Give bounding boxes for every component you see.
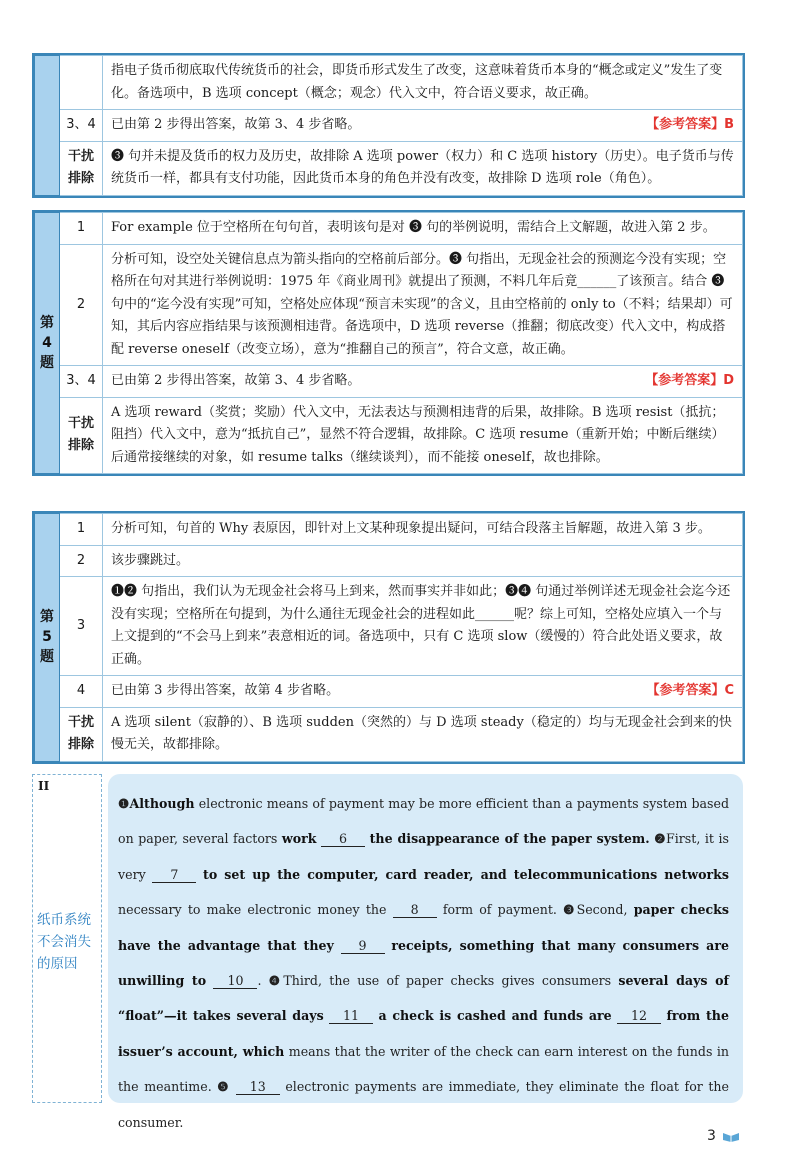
question-4-label: 第4题 (35, 213, 60, 474)
book-icon (722, 1130, 740, 1142)
analysis-row (35, 56, 743, 110)
step-number: 2 (60, 244, 103, 366)
blank-10[interactable]: 10 (213, 974, 257, 989)
question-3-continuation (32, 53, 745, 198)
step-number: 1 (60, 514, 103, 546)
step-text: 【参考答案】C 已由第 3 步得出答案，故第 4 步省略。 (103, 676, 743, 708)
distractor-text: ❸ 句并未提及货币的权力及历史，故排除 A 选项 power（权力）和 C 选项 history（历史）。电子货币与传统货币一样，都具有支付功能，因此货币本身的角色并没有改变，故排除 D 选项 role（角色）。 (103, 141, 743, 195)
sentence-marker: ❺ (217, 1079, 231, 1095)
step-text: For example 位于空格所在句句首，表明该句是对 ❸ 句的举例说明，需结合上文解题，故进入第 2 步。 (103, 213, 743, 245)
step-text: 分析可知，句首的 Why 表原因，即针对上文某种现象提出疑问，可结合段落主旨解题，故进入第 3 步。 (103, 514, 743, 546)
step-text: 【参考答案】B 已由第 2 步得出答案，故第 3、4 步省略。 (103, 110, 743, 142)
blank-6[interactable]: 6 (321, 832, 365, 847)
distractor-text: A 选项 reward（奖赏；奖励）代入文中，无法表达与预测相违背的后果，故排除。B 选项 resist（抵抗；阻挡）代入文中，意为“抵抗自己”，显然不符合逻辑，故排除。C 选项 resume（重新开始；中断后继续）后通常接继续的对象，如 resume talks（继续谈判），而不能接 oneself，故也排除。 (103, 397, 743, 474)
passage-section-2 (32, 774, 743, 1130)
step-row (35, 244, 743, 366)
reference-answer: 【参考答案】D (645, 373, 734, 388)
blank-11[interactable]: 11 (329, 1009, 373, 1024)
step-text: 分析可知，设空处关键信息点为箭头指向的空格前后部分。❸ 句指出，无现金社会的预测迄今没有实现；空格所在句对其进行举例说明：1975 年《商业周刊》就提出了预测，不料几年后竟______了该预言。结合 ❸ 句中的“迄今没有实现”可知，空格处应体现“预言未实现”的含义，且由空格前的 only to（不料；结果却）可知，其后内容应指结果与该预测相违背。备选项中，D 选项 reverse（推翻；彻底改变）代入文中，构成搭配 reverse oneself（改变立场），意为“推翻自己的预言”，符合文意，故正确。 (103, 244, 743, 366)
step-text: ❶❷ 句指出，我们认为无现金社会将马上到来，然而事实并非如此；❸❹ 句通过举例详述无现金社会迄今还没有实现；空格所在句提到，为什么通往无现金社会的进程如此______呢？综上可知，空格处应填入一个与上文提到的“不会马上到来”表意相近的词。备选项中，只有 C 选项 slow（缓慢的）符合此处语义要求，故正确。 (103, 577, 743, 676)
step-row (35, 213, 743, 245)
blank-13[interactable]: 13 (236, 1080, 280, 1095)
question-4-block (32, 210, 745, 476)
side-note: 纸币系统不会消失的原因 (37, 912, 91, 972)
step-row (35, 545, 743, 577)
distractor-row (35, 141, 743, 195)
sentence-marker: ❶ (118, 796, 130, 811)
step-row (35, 577, 743, 676)
blank-9[interactable]: 9 (341, 939, 385, 954)
blank-8[interactable]: 8 (393, 903, 437, 918)
section-numeral: II (38, 779, 50, 793)
step-number: 3、4 (60, 366, 103, 398)
step-row (35, 366, 743, 398)
distractor-label: 干扰排除 (60, 707, 103, 761)
step-row (35, 676, 743, 708)
step-number: 4 (60, 676, 103, 708)
distractor-label: 干扰排除 (60, 141, 103, 195)
step-number: 3、4 (60, 110, 103, 142)
side-panel (32, 774, 102, 1103)
step-number: 1 (60, 213, 103, 245)
reference-answer: 【参考答案】B (646, 117, 734, 132)
question-5-block (32, 511, 745, 764)
blank-7[interactable]: 7 (152, 868, 196, 883)
question-5-label: 第5题 (35, 514, 60, 762)
sentence-marker: ❸ (563, 902, 577, 918)
question-label-cell (35, 56, 60, 196)
step-text: 该步骤跳过。 (103, 545, 743, 577)
sentence-marker: ❹ (268, 973, 284, 989)
distractor-label: 干扰排除 (60, 397, 103, 474)
distractor-text: A 选项 silent（寂静的）、B 选项 sudden（突然的）与 D 选项 steady（稳定的）均与无现金社会到来的快慢无关，故都排除。 (103, 707, 743, 761)
reference-answer: 【参考答案】C (646, 683, 734, 698)
step-row (35, 514, 743, 546)
distractor-row (35, 707, 743, 761)
step-number: 2 (60, 545, 103, 577)
step-number: 3 (60, 577, 103, 676)
blank-12[interactable]: 12 (617, 1009, 661, 1024)
answer-row (35, 110, 743, 142)
cloze-passage (108, 774, 743, 1130)
passage-text: ❶Although electronic means of payment may be more efficient than a payments system based on paper, several factors work 6 the disappearance of the paper system. ❷First, it is very 7 to set up the computer, card reader, and telecommunications networks necessary to make electronic money the 8 form of payment. ❸Second, paper checks have the advantage that they 9 receipts, something that many consumers are unwilling to 10 . ❹Third, the use of paper checks gives consumers several days of “float”—it takes several days 11 a check is cashed and funds are 12 from the issuer’s account, which means that the writer of the check can earn interest on the funds in the meantime. ❺ 13 electronic payments are immediate, they eliminate the float for the consumer. (118, 796, 730, 1130)
sentence-marker: ❷ (654, 831, 667, 847)
page-number: 3 (707, 1128, 716, 1144)
analysis-text: 指电子货币彻底取代传统货币的社会，即货币形式发生了改变，这意味着货币本身的“概念或定义”发生了变化。备选项中，B 选项 concept（概念；观念）代入文中，符合语义要求，故正确。 (103, 56, 743, 110)
step-text: 【参考答案】D 已由第 2 步得出答案，故第 3、4 步省略。 (103, 366, 743, 398)
distractor-row (35, 397, 743, 474)
step-cell (60, 56, 103, 110)
